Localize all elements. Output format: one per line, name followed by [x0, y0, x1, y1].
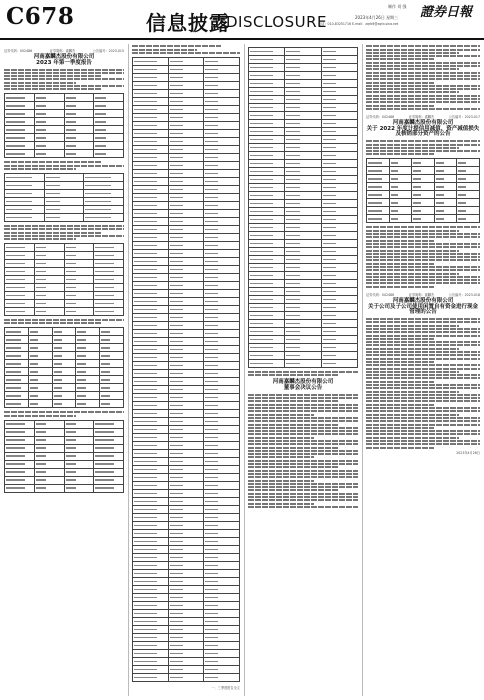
column-divider — [244, 44, 245, 696]
impairment-notice — [366, 114, 480, 138]
column-divider — [128, 44, 129, 696]
column-2 — [132, 44, 240, 696]
contact-line: 电话：010-83251716 E-mail：zqrb9@zqrb.sina.net — [318, 22, 399, 26]
cash-flow-table — [248, 47, 358, 368]
section-title: 信息披露 — [146, 11, 230, 35]
company-name: 河南嘉麟杰股份有限公司 — [392, 119, 454, 126]
financial-table — [4, 327, 124, 408]
masthead-rule — [0, 38, 484, 40]
notice-code-line: 证券代码：002486 证券简称：嘉麟杰 公告编号：2023-018 — [366, 292, 480, 297]
page-number: C678 — [6, 3, 75, 30]
notice-code-line: 证券代码：002486 证券简称：嘉麟杰 公告编号：2023-017 — [366, 114, 480, 119]
section-title-en: DISCLOSURE — [226, 13, 327, 31]
impairment-table — [366, 158, 480, 223]
masthead — [0, 0, 484, 38]
column-4 — [366, 44, 480, 696]
financial-table — [4, 173, 124, 222]
financial-table — [4, 420, 124, 493]
company-name: 河南嘉麟杰股份有限公司 — [33, 54, 95, 60]
notice-title: 关于 2022 年度计提信用减值、资产减值损失及核销部分资产的公告 — [366, 125, 480, 138]
notice-code-line: 证券代码：002486 证券简称：嘉麟杰 公告编号：2023-015 — [4, 49, 124, 53]
quarterly-report-notice — [4, 48, 124, 67]
notice-title: 2023 年第一季度报告 — [36, 59, 92, 66]
notice-title: 关于公司及子公司使用闲置自有资金进行现金管理的公告 — [367, 303, 478, 316]
company-name: 河南嘉麟杰股份有限公司 — [272, 379, 334, 386]
column-3 — [248, 44, 358, 696]
date-line: 2023年4月26日 星期三 — [355, 15, 399, 20]
column-footer: 2023年4月26日 — [456, 450, 480, 455]
column-divider — [362, 44, 363, 696]
newspaper-logo: 證券日報 — [420, 5, 473, 20]
column-1 — [4, 44, 124, 696]
balance-sheet-table — [132, 57, 240, 682]
financial-table — [4, 243, 124, 316]
board-resolution-notice — [248, 380, 358, 392]
column-footer: 一、三季度报告全文 — [211, 685, 240, 690]
editors-line: 制作 刘 强 — [388, 4, 407, 9]
financial-table — [4, 93, 124, 158]
company-name: 河南嘉麟杰股份有限公司 — [392, 297, 454, 304]
cash-management-notice — [366, 292, 480, 316]
notice-title: 董事会决议公告 — [283, 385, 323, 392]
